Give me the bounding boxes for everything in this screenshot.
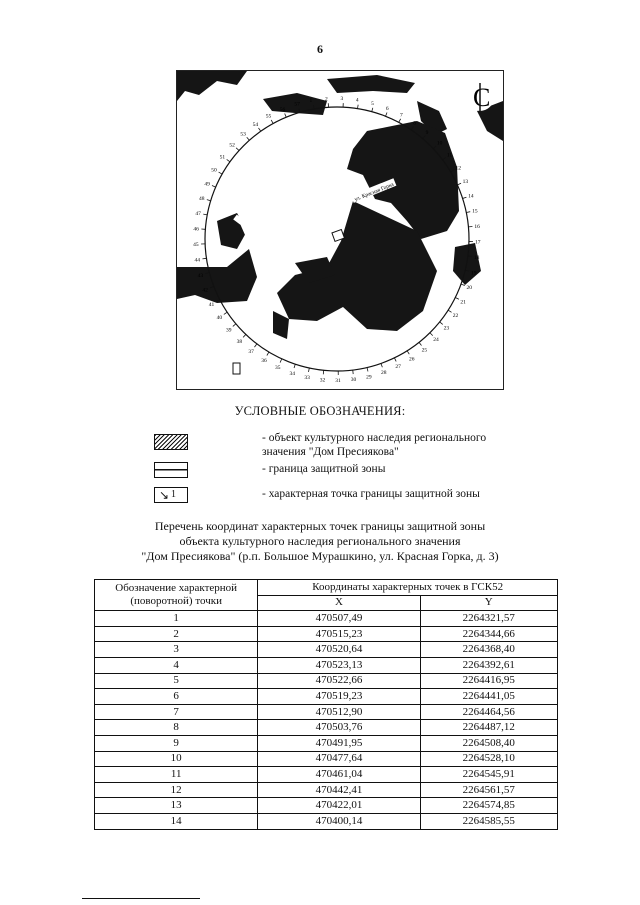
table-cell-n: 13 — [95, 798, 258, 814]
table-cell-n: 3 — [95, 642, 258, 658]
road-label: ул. Красная Горка — [353, 181, 395, 204]
coordinates-table — [94, 579, 558, 830]
table-cell-y: 2264585,55 — [420, 813, 557, 829]
coordinates-heading — [0, 519, 640, 564]
point-label: 24 — [433, 337, 439, 344]
table-cell-x: 470523,13 — [258, 657, 420, 673]
table-cell-x: 470422,01 — [258, 798, 420, 814]
table-cell-n: 6 — [95, 689, 258, 705]
legend-title: УСЛОВНЫЕ ОБОЗНАЧЕНИЯ: — [234, 404, 406, 418]
point-tick — [280, 359, 282, 363]
point-label: 43 — [197, 272, 204, 279]
table-row — [95, 626, 558, 642]
boundary-swatch-icon — [154, 462, 188, 478]
point-label: 25 — [421, 347, 428, 354]
point-label: 6 — [385, 105, 389, 112]
heading-line2: объекта культурного наследия регионального значения — [179, 534, 461, 548]
table-cell-y: 2264392,61 — [420, 657, 557, 673]
site-map — [176, 70, 504, 390]
table-cell-n: 8 — [95, 720, 258, 736]
point-label: 31 — [335, 377, 341, 384]
point-label: 34 — [289, 370, 295, 377]
point-swatch-icon: ↘ 1 — [154, 487, 188, 503]
table-row — [95, 720, 558, 736]
point-tick — [243, 334, 246, 337]
point-tick — [455, 298, 459, 300]
point-tick — [247, 137, 250, 140]
point-tick — [203, 214, 207, 215]
table-cell-y: 2264487,12 — [420, 720, 557, 736]
point-tick — [236, 148, 239, 151]
point-tick — [224, 312, 227, 314]
point-label: 12 — [455, 165, 461, 172]
point-swatch-label: 1 — [171, 489, 176, 500]
point-label: 14 — [468, 193, 474, 200]
point-tick — [399, 119, 401, 123]
point-label: 44 — [194, 257, 201, 264]
point-tick — [271, 120, 273, 124]
point-column-header — [95, 580, 258, 611]
table-cell-n: 11 — [95, 767, 258, 783]
point-label: 28 — [381, 369, 387, 376]
point-tick — [267, 352, 269, 355]
table-row — [95, 611, 558, 627]
x-header: X — [258, 595, 420, 611]
heading-line3: "Дом Пресиякова" (р.п. Большое Мурашкино, ул. Красная Горка, д. 3) — [141, 549, 499, 563]
table-cell-y: 2264344,66 — [420, 626, 557, 642]
point-label: 20 — [466, 285, 472, 292]
table-cell-y: 2264528,10 — [420, 751, 557, 767]
point-tick — [430, 333, 433, 336]
table-cell-y: 2264464,56 — [420, 704, 557, 720]
point-tick — [202, 258, 206, 259]
point-tick — [258, 128, 260, 131]
legend-item-object — [150, 432, 570, 462]
point-label: 55 — [265, 113, 272, 120]
point-label: 40 — [216, 315, 223, 322]
table-cell-x: 470515,23 — [258, 626, 420, 642]
table-cell-n: 7 — [95, 704, 258, 720]
point-tick — [212, 186, 216, 188]
table-cell-x: 470461,04 — [258, 767, 420, 783]
point-label: 23 — [443, 325, 450, 332]
table-cell-n: 1 — [95, 611, 258, 627]
point-tick — [285, 113, 287, 117]
point-label: 15 — [472, 208, 478, 215]
point-label: 47 — [195, 211, 201, 218]
point-label: 41 — [208, 301, 215, 308]
point-label: 49 — [204, 181, 210, 188]
point-tick — [207, 200, 211, 201]
table-row — [95, 798, 558, 814]
point-label: 21 — [460, 299, 466, 306]
point-tick — [233, 324, 236, 327]
point-label: 1 — [309, 98, 313, 105]
point-label: 18 — [473, 255, 480, 262]
point-tick — [372, 108, 373, 112]
point-tick — [463, 197, 467, 198]
point-tick — [254, 344, 256, 347]
point-label: 38 — [236, 338, 243, 345]
point-label: 17 — [474, 239, 481, 246]
point-label: 52 — [229, 142, 235, 149]
point-header-line2: (поворотной) точки — [130, 595, 222, 608]
table-row — [95, 689, 558, 705]
point-header-line1: Обозначение характерной — [115, 582, 238, 595]
table-cell-x: 470507,49 — [258, 611, 420, 627]
map-drawing — [177, 71, 503, 389]
point-label: 54 — [252, 121, 259, 128]
page-number: 6 — [317, 42, 323, 56]
point-tick — [227, 159, 230, 161]
point-tick — [461, 284, 465, 285]
table-cell-x: 470520,64 — [258, 642, 420, 658]
table-cell-y: 2264508,40 — [420, 735, 557, 751]
table-row — [95, 735, 558, 751]
point-label: 51 — [219, 154, 226, 161]
point-label: 10 — [436, 140, 443, 147]
point-label: 9 — [425, 129, 429, 136]
legend-item-point — [150, 486, 570, 504]
north-arrow-icon: С — [473, 83, 491, 112]
table-cell-x: 470442,41 — [258, 782, 420, 798]
point-label: 35 — [274, 365, 281, 372]
point-label: 13 — [462, 179, 469, 186]
point-label: 4 — [355, 97, 359, 104]
coords-header: Координаты характерных точек в ГСК52 — [258, 580, 558, 596]
footer-rule — [82, 898, 200, 899]
point-tick — [386, 113, 387, 117]
point-tick — [407, 351, 409, 354]
point-tick — [219, 172, 222, 174]
point-label: 48 — [199, 196, 205, 203]
legend-boundary-text: - граница защитной зоны — [262, 463, 386, 475]
table-row — [95, 767, 558, 783]
table-cell-n: 10 — [95, 751, 258, 767]
point-tick — [367, 368, 368, 372]
point-label: 11 — [446, 152, 453, 159]
table-cell-y: 2264441,05 — [420, 689, 557, 705]
legend-item-boundary — [150, 461, 570, 479]
table-row — [95, 782, 558, 798]
point-label: 36 — [261, 357, 267, 364]
hatch-swatch-icon — [154, 434, 188, 450]
table-row — [95, 751, 558, 767]
table-cell-x: 470477,64 — [258, 751, 420, 767]
legend-point-text: - характерная точка границы защитной зоны — [262, 488, 480, 500]
table-cell-y: 2264368,40 — [420, 642, 557, 658]
point-tick — [419, 342, 421, 345]
legend-object-line1: - объект культурного наследия регионального — [262, 432, 487, 444]
point-label: 19 — [470, 270, 477, 277]
point-label: 3 — [340, 96, 344, 103]
table-cell-n: 9 — [95, 735, 258, 751]
point-label: 29 — [366, 374, 372, 381]
point-label: 16 — [474, 224, 480, 231]
point-tick — [308, 368, 309, 372]
point-tick — [294, 364, 295, 368]
point-label: 2 — [324, 96, 328, 103]
table-cell-y: 2264321,57 — [420, 611, 557, 627]
table-cell-n: 12 — [95, 782, 258, 798]
point-label: 57 — [294, 101, 300, 108]
table-cell-y: 2264545,91 — [420, 767, 557, 783]
table-cell-y: 2264561,57 — [420, 782, 557, 798]
point-label: 22 — [452, 313, 459, 320]
table-cell-x: 470512,90 — [258, 704, 420, 720]
table-cell-n: 4 — [95, 657, 258, 673]
point-tick — [457, 183, 461, 185]
point-label: 37 — [248, 349, 254, 356]
point-label: 5 — [371, 100, 374, 107]
point-label: 7 — [399, 112, 403, 119]
table-cell-y: 2264574,85 — [420, 798, 557, 814]
table-row — [95, 657, 558, 673]
point-tick — [466, 212, 470, 213]
point-label: 39 — [225, 327, 232, 334]
y-header: Y — [420, 595, 557, 611]
heading-line1: Перечень координат характерных точек границы защитной зоны — [154, 519, 486, 533]
point-label: 8 — [413, 120, 417, 127]
point-label: 32 — [319, 377, 326, 384]
point-label: 27 — [395, 363, 401, 370]
point-tick — [394, 358, 396, 362]
point-label: 46 — [193, 226, 199, 233]
table-cell-x: 470503,76 — [258, 720, 420, 736]
table-row — [95, 704, 558, 720]
point-label: 42 — [202, 287, 208, 294]
table-row — [95, 813, 558, 829]
table-cell-x: 470522,66 — [258, 673, 420, 689]
point-tick — [381, 363, 382, 367]
point-tick — [440, 322, 443, 325]
map-marker — [233, 363, 240, 374]
legend-object-line2: значения "Дом Пресиякова" — [262, 446, 399, 458]
point-label: 30 — [350, 376, 357, 383]
table-cell-y: 2264416,95 — [420, 673, 557, 689]
table-row — [95, 642, 558, 658]
table-cell-n: 5 — [95, 673, 258, 689]
point-tick — [468, 256, 472, 257]
point-label: 33 — [304, 374, 310, 381]
point-tick — [358, 105, 359, 109]
table-cell-x: 470519,23 — [258, 689, 420, 705]
point-tick — [448, 310, 451, 312]
table-cell-n: 14 — [95, 813, 258, 829]
point-label: 50 — [211, 167, 217, 174]
table-cell-x: 470491,95 — [258, 735, 420, 751]
table-row — [95, 673, 558, 689]
table-cell-x: 470400,14 — [258, 813, 420, 829]
table-cell-n: 2 — [95, 626, 258, 642]
point-label: 53 — [240, 131, 246, 138]
point-label: 56 — [279, 106, 286, 113]
point-label: 45 — [193, 242, 199, 249]
point-label: 26 — [408, 356, 415, 363]
